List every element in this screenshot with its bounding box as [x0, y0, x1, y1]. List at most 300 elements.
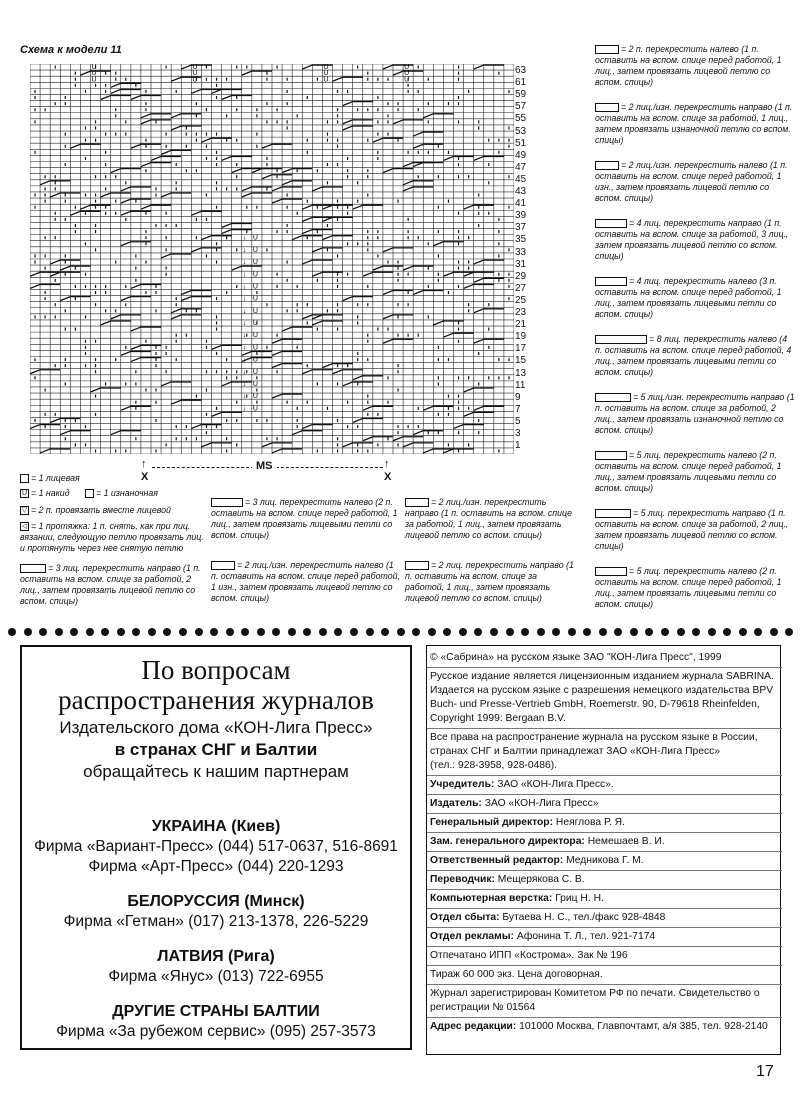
- cross-mark: [121, 187, 151, 191]
- divider-dot: [366, 628, 374, 636]
- cross-mark: [403, 187, 433, 191]
- cross-mark: [232, 266, 262, 270]
- yarnover-mark: U: [252, 344, 258, 352]
- divider-dot: [614, 628, 622, 636]
- divider-dot: [210, 628, 218, 636]
- divider-dot: [55, 628, 63, 636]
- cross-mark: [70, 144, 100, 148]
- staff-line: Отдел сбыта: Бутаева Н. С., тел./факс 928-4848: [430, 912, 666, 923]
- divider-dot: [350, 628, 358, 636]
- divider-dot: [226, 628, 234, 636]
- cross-mark: [141, 163, 171, 167]
- yarnover-mark: U: [252, 271, 258, 279]
- yarnover-mark: ↓: [242, 246, 247, 254]
- legend-cross3r: = 3 лиц. перекрестить направо (1 п. оставить на вспом. спице за работой, 2 лиц., затем провязать лицевой петлю со вспом. спицы): [20, 563, 201, 606]
- yarnover-mark: U: [252, 246, 258, 254]
- cross-icon: [595, 219, 627, 228]
- rights-line: странах СНГ и Балтии принадлежат ЗАО «КОН-Лига Пресс»: [430, 746, 721, 757]
- row-number: 57: [515, 101, 527, 113]
- legend-c5l: = 5 лиц. перекрестить налево (2 п. оставить на вспом. спице перед работой, 1 лиц., затем провязать лицевыми петли со вспом. спицы): [595, 450, 782, 493]
- cross-mark: [272, 449, 302, 453]
- license-line: Русское издание является лицензионным изданием журнала SABRINA.: [430, 671, 774, 682]
- divider-dot: [412, 628, 420, 636]
- cross-mark: [333, 370, 363, 374]
- divider-dot: [754, 628, 762, 636]
- dot-divider: [8, 625, 794, 639]
- yarnover-mark: ↓: [242, 405, 247, 413]
- legend-c5r: = 5 лиц. перекрестить направо (1 п. оставить на вспом. спице за работой, 2 лиц., затем провязать лицевой петлю со вспом. спицы): [595, 508, 789, 551]
- cross-mark: [383, 169, 413, 173]
- cross-mark: [111, 315, 141, 319]
- row-number: 33: [515, 246, 527, 258]
- divider-dot: [8, 628, 16, 636]
- cross-mark: [111, 431, 141, 435]
- divider-dot: [506, 628, 514, 636]
- cross-mark: [40, 449, 70, 453]
- yarnover-mark: U: [252, 259, 258, 267]
- cross-mark: [91, 388, 121, 392]
- cross-mark: [212, 345, 242, 349]
- cross-icon: [595, 451, 627, 460]
- divider-dot: [334, 628, 342, 636]
- divider-dot: [70, 628, 78, 636]
- cross-mark: [30, 284, 60, 288]
- cross-mark: [161, 382, 191, 386]
- yarnover-mark: U: [91, 64, 97, 72]
- cross-mark: [302, 260, 332, 264]
- cross-mark: [423, 114, 453, 118]
- yarnover-mark: U: [252, 393, 258, 401]
- staff-line: Компьютерная верстка: Гриц Н. Н.: [430, 893, 604, 904]
- row-number: 45: [515, 173, 527, 185]
- yarnover-mark: U: [323, 70, 329, 78]
- cross-icon: [595, 45, 619, 54]
- cross-mark: [333, 77, 363, 81]
- cross-mark: [272, 394, 302, 398]
- cross-mark: [222, 223, 252, 227]
- yarnover-mark: U: [404, 70, 410, 78]
- rights-line: Все права на распространение журнала на русском языке в России,: [430, 732, 758, 743]
- divider-dot: [288, 628, 296, 636]
- divider-dot: [537, 628, 545, 636]
- legend-k2tog: ▽ = 2 п. провязать вместе лицевой: [21, 505, 171, 515]
- row-number: 49: [515, 149, 527, 161]
- yarnover-mark: U: [404, 64, 410, 72]
- repeat-end-arrow: ↑: [384, 458, 390, 470]
- divider-dot: [132, 628, 140, 636]
- row-number: 25: [515, 294, 527, 306]
- cross-mark: [171, 315, 201, 319]
- cross-mark: [363, 272, 393, 276]
- row-number: 13: [515, 367, 527, 379]
- staff-line: Генеральный директор: Неяглова Р. Я.: [430, 817, 625, 828]
- divider-dot: [428, 628, 436, 636]
- yarnover-mark: U: [252, 283, 258, 291]
- partners-line: обращайтесь к нашим партнерам: [83, 762, 349, 781]
- staff-line: Ответственный редактор: Медникова Г. М.: [430, 855, 644, 866]
- legend-knit: = 1 лицевая: [20, 473, 80, 484]
- row-number: 11: [515, 379, 526, 391]
- yarnover-mark: ↓: [242, 271, 247, 279]
- cross-mark: [181, 297, 211, 301]
- rights-line: (тел.: 928-3958, 928-0486).: [430, 760, 558, 771]
- yarnover-mark: ↓: [242, 393, 247, 401]
- license-line: Издается на русском языке с разрешения немецкого издательства BPV: [430, 685, 774, 696]
- address-line: Адрес редакции: 101000 Москва, Главпочтамт, а/я 385, тел. 928-2140: [430, 1021, 768, 1032]
- divider-dot: [552, 628, 560, 636]
- triangle-icon: ◁: [21, 523, 28, 531]
- cross-mark: [363, 406, 393, 410]
- country-ukraine: УКРАИНА (Киев): [151, 818, 281, 835]
- yarnover-mark: U: [192, 64, 198, 72]
- cross-mark: [272, 351, 302, 355]
- cross-mark: [191, 211, 221, 215]
- yarnover-mark: ↓: [242, 320, 247, 328]
- cross-mark: [343, 126, 373, 130]
- cross-mark: [201, 443, 231, 447]
- repeat-end-mark: X: [384, 471, 392, 483]
- yarnover-mark: ↓: [242, 259, 247, 267]
- cross-icon: [405, 561, 429, 570]
- yarnover-mark: U: [323, 76, 329, 84]
- yarnover-mark: ↓: [242, 344, 247, 352]
- cross-icon: [595, 335, 647, 344]
- cross-mark: [282, 181, 312, 185]
- cross-mark: [403, 443, 433, 447]
- divider-dot: [770, 628, 778, 636]
- cross-mark: [101, 96, 131, 100]
- cross-mark: [30, 370, 60, 374]
- staff-line: Учредитель: ЗАО «КОН-Лига Пресс».: [430, 779, 614, 790]
- cross-mark: [161, 254, 191, 258]
- legend-cross2r: = 2 лиц. перекрестить направо (1 п. оставить на вспом. спице за работой, 1 лиц., затем провязать лицевой петлю со вспом. спицы): [405, 560, 574, 603]
- cross-mark: [262, 144, 292, 148]
- legend-cross2l: = 2 лиц./изн. перекрестить налево (1 п. оставить на вспом. спице перед работой, 1 изн., затем провязать лицевой петлю со вспом. спицы): [211, 560, 400, 603]
- repeat-label: MS: [252, 460, 277, 472]
- cross-mark: [474, 260, 504, 264]
- cross-mark: [393, 120, 423, 124]
- chart-title: Схема к модели 11: [20, 44, 122, 56]
- divider-dot: [241, 628, 249, 636]
- cross-icon: [211, 498, 243, 507]
- legend-slip: ◁ = 1 протяжка: 1 п. снять, как при лиц. вязании, следующую петлю провязать лиц. и протянуть через нее снятую петлю: [20, 521, 204, 553]
- cross-mark: [383, 248, 413, 252]
- row-number: 31: [515, 258, 527, 270]
- cross-mark: [141, 205, 171, 209]
- tirage-line: Тираж 60 000 экз. Цена договорная.: [430, 969, 603, 980]
- divider-dot: [24, 628, 32, 636]
- divider-dot: [257, 628, 265, 636]
- cross-mark: [302, 370, 332, 374]
- divider-dot: [723, 628, 731, 636]
- cross-mark: [454, 425, 484, 429]
- yarnover-mark: ↓: [242, 295, 247, 303]
- divider-dot: [272, 628, 280, 636]
- legend-c8l: = 8 лиц. перекрестить налево (4 п. оставить на вспом. спице перед работой, 4 лиц., затем провязать лицевыми петли со вспом. спицы): [595, 334, 792, 377]
- cross-mark: [322, 236, 352, 240]
- repeat-start-mark: X: [141, 471, 149, 483]
- divider-dot: [39, 628, 47, 636]
- page-number: 17: [756, 1063, 774, 1080]
- row-number: 15: [515, 355, 527, 367]
- staff-line: Издатель: ЗАО «КОН-Лига Пресс»: [430, 798, 599, 809]
- yarnover-mark: ↓: [242, 283, 247, 291]
- cross-mark: [393, 437, 423, 441]
- cross-mark: [60, 431, 90, 435]
- cross-mark: [212, 412, 242, 416]
- dash-icon: [85, 489, 94, 498]
- row-number: 59: [515, 89, 527, 101]
- legend-c2rp: = 2 лиц./изн. перекрестить направо (1 п. оставить на вспом. спице за работой, 1 лиц., затем провязать изнаночной петлю со вспом. спицы): [595, 102, 793, 145]
- row-number: 55: [515, 113, 527, 125]
- divider-dot: [692, 628, 700, 636]
- yarnover-mark: U: [252, 380, 258, 388]
- cross-mark: [101, 193, 131, 197]
- cross-mark: [464, 388, 494, 392]
- divider-dot: [630, 628, 638, 636]
- partner-line: Фирма «За рубежом сервис» (095) 257-3573: [56, 1023, 376, 1040]
- yarnover-mark: ↓: [242, 307, 247, 315]
- cross-mark: [161, 150, 191, 154]
- divider-dot: [599, 628, 607, 636]
- cross-mark: [101, 321, 131, 325]
- cross-mark: [272, 199, 302, 203]
- cross-icon: [595, 567, 627, 576]
- license-line: Copyright 1999: Bergaan B.V.: [430, 713, 566, 724]
- heading-1: По вопросам: [141, 655, 291, 685]
- cross-mark: [474, 339, 504, 343]
- cross-mark: [343, 120, 373, 124]
- divider-dot: [521, 628, 529, 636]
- divider-dot: [86, 628, 94, 636]
- divider-dot: [708, 628, 716, 636]
- divider-dot: [195, 628, 203, 636]
- cross-mark: [171, 400, 201, 404]
- license-line: Buch- und Presse-Vertrieb GmbH, Roemerstr. 90, D-79618 Rheinfelden,: [430, 699, 760, 710]
- legend-purl: = 1 изнаночная: [85, 488, 158, 499]
- cross-mark: [161, 193, 191, 197]
- cross-icon: [211, 561, 235, 570]
- row-number: 51: [515, 137, 527, 149]
- cross-mark: [131, 327, 161, 331]
- cross-mark: [474, 156, 504, 160]
- divider-dot: [583, 628, 591, 636]
- yarnover-mark: U: [192, 70, 198, 78]
- legend-c2l: = 2 п. перекрестить налево (1 п. оставить на вспом. спице перед работой, 1 лиц., затем провязать лицевой петлю со вспом. спицы): [595, 44, 782, 87]
- divider-dot: [101, 628, 109, 636]
- cross-mark: [312, 321, 342, 325]
- cross-mark: [312, 187, 342, 191]
- publisher-line: Издательского дома «КОН-Лига Пресс»: [59, 718, 373, 737]
- cross-mark: [131, 96, 161, 100]
- row-number: 63: [515, 65, 527, 76]
- cross-mark: [413, 291, 443, 295]
- yarnover-mark: U: [323, 64, 329, 72]
- cross-mark: [474, 65, 504, 69]
- cross-icon: [405, 498, 429, 507]
- row-number: 7: [515, 403, 521, 415]
- cross-mark: [272, 187, 302, 191]
- cross-mark: [111, 89, 141, 93]
- divider-dot: [381, 628, 389, 636]
- cross-mark: [302, 425, 332, 429]
- registered-line: регистрации № 01564: [430, 1002, 536, 1013]
- cross-icon: [595, 103, 619, 112]
- cross-mark: [121, 297, 151, 301]
- printed-line: Отпечатано ИПП «Кострома». Зак № 196: [430, 950, 628, 961]
- divider-dot: [645, 628, 653, 636]
- row-number: 47: [515, 161, 527, 173]
- cross-icon: [595, 161, 619, 170]
- yarnover-mark: U: [252, 405, 258, 413]
- yarnover-mark: U: [192, 76, 198, 84]
- row-number: 61: [515, 77, 527, 89]
- legend-cross3l: = 3 лиц. перекрестить налево (2 п. оставить на вспом. спице перед работой, 1 лиц., затем провязать лицевыми петли со вспом. спицы): [211, 497, 398, 540]
- cross-mark: [343, 297, 373, 301]
- cross-mark: [403, 181, 433, 185]
- staff-line: Отдел рекламы: Афонина Т. Л., тел. 921-7174: [430, 931, 656, 942]
- row-number: 53: [515, 125, 527, 137]
- distribution-box: [20, 645, 412, 1050]
- yarnover-mark: ↓: [242, 332, 247, 340]
- divider-dot: [163, 628, 171, 636]
- divider-dot: [459, 628, 467, 636]
- legend-c2lp: = 2 лиц./изн. перекрестить налево (1 п. оставить на вспом. спице перед работой, 1 изн., затем провязать лицевой петлю со вспом. спицы): [595, 160, 788, 203]
- yarnover-mark: ↓: [242, 380, 247, 388]
- yarnover-mark: U: [252, 234, 258, 242]
- partner-line: Фирма «Гетман» (017) 213-1378, 226-5229: [63, 913, 369, 930]
- divider-dot: [490, 628, 498, 636]
- row-number: 9: [515, 391, 521, 403]
- row-number: 39: [515, 210, 527, 222]
- yarnover-mark: ↓: [242, 368, 247, 376]
- divider-dot: [661, 628, 669, 636]
- row-number: 3: [515, 428, 521, 439]
- cross-mark: [474, 309, 504, 313]
- partner-line: Фирма «Арт-Пресс» (044) 220-1293: [88, 858, 344, 875]
- divider-dot: [179, 628, 187, 636]
- cross-mark: [222, 156, 252, 160]
- cross-mark: [272, 364, 302, 368]
- cross-mark: [464, 284, 494, 288]
- divider-dot: [443, 628, 451, 636]
- row-number: 21: [515, 319, 527, 331]
- legend-cross2rp: = 2 лиц./изн. перекрестить направо (1 п. оставить на вспом. спице за работой, 1 лиц., затем провязать лицевой петлю со вспом. спицы): [405, 497, 572, 540]
- country-belarus: БЕЛОРУССИЯ (Минск): [127, 893, 305, 910]
- cross-icon: [20, 564, 46, 573]
- yarnover-mark: U: [252, 332, 258, 340]
- country-baltic: ДРУГИЕ СТРАНЫ БАЛТИИ: [112, 1003, 320, 1020]
- yarnover-mark: U: [91, 76, 97, 84]
- imprint-box: [426, 645, 781, 1055]
- legend-c4l: = 4 лиц. перекрестить налево (3 п. оставить на вспом. спице перед работой, 1 лиц., затем провязать лицевыми петли со вспом. спицы): [595, 276, 782, 319]
- row-number: 5: [515, 415, 521, 427]
- row-number: 29: [515, 270, 527, 282]
- yarnover-mark: U: [252, 368, 258, 376]
- knitting-chart: [30, 64, 514, 454]
- divider-dot: [568, 628, 576, 636]
- cross-mark: [282, 327, 312, 331]
- legend-c5l2: = 5 лиц. перекрестить налево (2 п. оставить на вспом. спице перед работой, 1 лиц., затем провязать лицевыми петли со вспом. спицы): [595, 566, 782, 609]
- legend-c5rp: = 5 лиц./изн. перекрестить направо (1 п. оставить на вспом. спице за работой, 2 лиц., затем провязать изнаночной петлю со вспом. спицы): [595, 392, 795, 435]
- cross-mark: [222, 382, 252, 386]
- copyright: © «Сабрина» на русском языке ЗАО "КОН-Лига Пресс", 1999: [430, 652, 722, 663]
- divider-dot: [677, 628, 685, 636]
- heading-2: распространения журналов: [58, 685, 374, 715]
- divider-dot: [303, 628, 311, 636]
- yarnover-mark: ↓: [242, 234, 247, 242]
- repeat-start-arrow: ↑: [141, 458, 147, 470]
- divider-dot: [474, 628, 482, 636]
- row-number: 37: [515, 222, 527, 234]
- cross-icon: [595, 277, 627, 286]
- cross-mark: [353, 418, 383, 422]
- row-number: 41: [515, 198, 527, 210]
- cross-mark: [141, 114, 171, 118]
- cross-mark: [343, 102, 373, 106]
- cross-icon: [595, 393, 631, 402]
- region-line: в странах СНГ и Балтии: [114, 740, 318, 759]
- staff-line: Переводчик: Мещерякова С. В.: [430, 874, 585, 885]
- cross-mark: [292, 431, 322, 435]
- cross-mark: [121, 351, 151, 355]
- empty-box-icon: [20, 474, 29, 483]
- yarnover-mark: U: [252, 320, 258, 328]
- cross-mark: [383, 339, 413, 343]
- row-number: 1: [515, 440, 521, 452]
- cross-mark: [443, 333, 473, 337]
- yarnover-mark: U: [252, 307, 258, 315]
- row-number: 35: [515, 234, 527, 246]
- cross-mark: [242, 193, 272, 197]
- partner-line: Фирма «Янус» (013) 722-6955: [108, 968, 324, 985]
- row-number: 17: [515, 343, 527, 355]
- cross-mark: [413, 132, 443, 136]
- divider-dot: [117, 628, 125, 636]
- staff-line: Зам. генерального директора: Немешаев В. И.: [430, 836, 665, 847]
- legend-c4r: = 4 лиц. перекрестить направо (1 п. оставить на вспом. спице за работой, 3 лиц., затем провязать лицевой петлю со вспом. спицы): [595, 218, 789, 261]
- row-number: 23: [515, 307, 527, 318]
- partner-line: Фирма «Вариант-Пресс» (044) 517-0637, 516-8691: [34, 838, 398, 855]
- divider-dot: [739, 628, 747, 636]
- yarnover-mark: U: [252, 356, 258, 364]
- cross-mark: [353, 376, 383, 380]
- registered-line: Журнал зарегистрирован Комитетом РФ по печати. Свидетельство о: [430, 988, 760, 999]
- u-icon: U: [21, 490, 28, 498]
- yarnover-mark: U: [404, 76, 410, 84]
- cross-mark: [262, 443, 292, 447]
- yarnover-mark: U: [252, 295, 258, 303]
- divider-dot: [785, 628, 793, 636]
- country-latvia: ЛАТВИЯ (Рига): [157, 948, 275, 965]
- legend-yarnover: U = 1 накид: [21, 488, 70, 498]
- divider-dot: [397, 628, 405, 636]
- divider-dot: [148, 628, 156, 636]
- cross-icon: [595, 509, 631, 518]
- cross-mark: [111, 169, 141, 173]
- cross-mark: [464, 412, 494, 416]
- yarnover-mark: ↓: [242, 356, 247, 364]
- row-number: 43: [515, 186, 527, 197]
- row-number: 27: [515, 282, 527, 294]
- cross-mark: [272, 339, 302, 343]
- cross-mark: [181, 291, 211, 295]
- cross-mark: [353, 205, 383, 209]
- cross-mark: [474, 406, 504, 410]
- row-number: 19: [515, 331, 527, 343]
- cross-mark: [151, 156, 181, 160]
- yarnover-mark: U: [91, 70, 97, 78]
